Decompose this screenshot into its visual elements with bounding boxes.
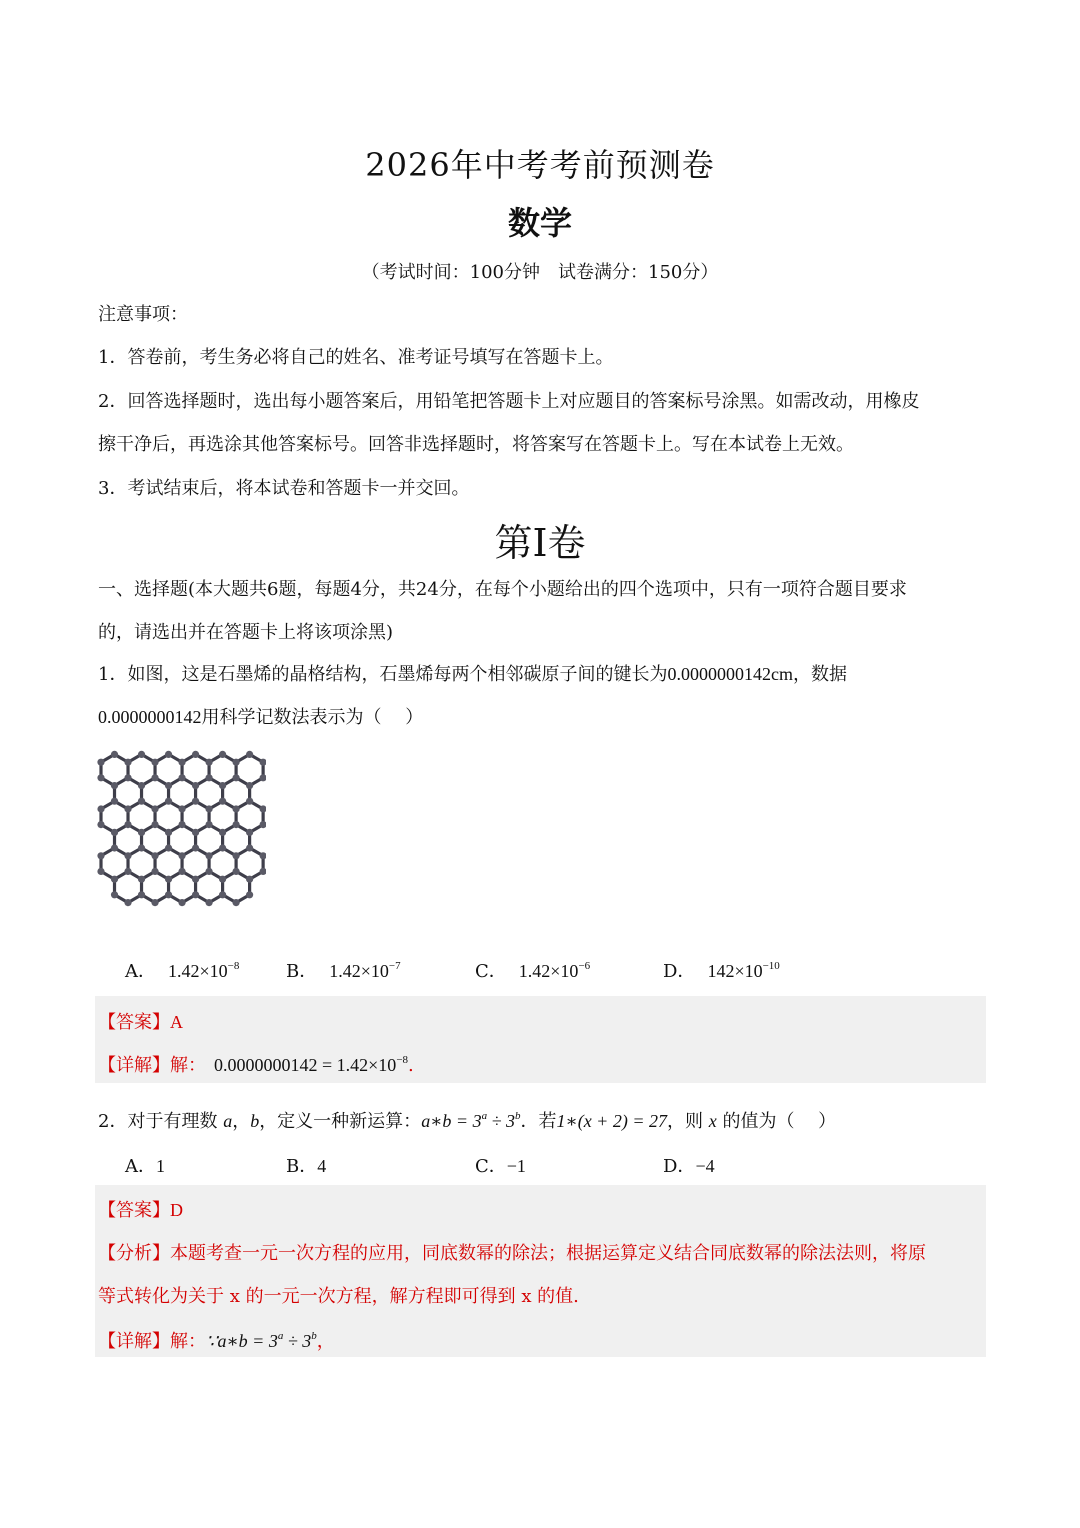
q2-stem-b: ，定义一种新运算： bbox=[259, 1111, 422, 1132]
q2-answer-value: D bbox=[170, 1200, 183, 1220]
carbon-atom bbox=[138, 891, 145, 898]
q1-option-c-value bbox=[519, 961, 590, 981]
carbon-atom bbox=[97, 805, 104, 812]
q1-stem-part2: ，数据 bbox=[792, 664, 847, 685]
carbon-atom bbox=[138, 782, 145, 789]
carbon-atom bbox=[205, 759, 212, 766]
q2-option-b-value: 4 bbox=[317, 1156, 327, 1176]
q2-detail-div: ÷ 3 bbox=[283, 1331, 312, 1351]
q1-detail-tag: 【详解】解： bbox=[98, 1055, 206, 1076]
q1-stem-line1 bbox=[98, 660, 847, 686]
q2-definition bbox=[421, 1111, 520, 1131]
q2-option-d bbox=[663, 1152, 715, 1178]
q1-option-b-exp: −7 bbox=[388, 960, 401, 972]
carbon-atom bbox=[97, 821, 104, 828]
q1-stem-value: 0.0000000142cm bbox=[667, 664, 793, 684]
carbon-atom bbox=[111, 751, 118, 758]
q2-condition: 1∗(x + 2) = 27 bbox=[556, 1111, 667, 1131]
q1-option-d bbox=[663, 957, 780, 983]
q2-detail-expr-text: ∵a∗b = 3 bbox=[206, 1331, 278, 1351]
carbon-atom bbox=[138, 751, 145, 758]
carbon-atom bbox=[165, 891, 172, 898]
carbon-atom bbox=[165, 751, 172, 758]
q1-stem-line2-text: 用科学记数法表示为（ ） bbox=[201, 707, 424, 728]
carbon-atom bbox=[192, 876, 199, 883]
carbon-atom bbox=[192, 891, 199, 898]
carbon-atom bbox=[205, 774, 212, 781]
q2-option-a bbox=[125, 1152, 165, 1178]
q2-option-a-value: 1 bbox=[156, 1156, 165, 1176]
carbon-atom bbox=[165, 829, 172, 836]
q1-option-d-letter: D． bbox=[663, 961, 696, 982]
q2-detail-exp-a: a bbox=[277, 1330, 284, 1342]
q2-option-c-value: −1 bbox=[506, 1156, 526, 1176]
carbon-atom bbox=[205, 805, 212, 812]
notice-item-3: 3．考试结束后，将本试卷和答题卡一并交回。 bbox=[98, 478, 470, 499]
carbon-atom bbox=[246, 829, 253, 836]
q1-option-c-exp: −6 bbox=[578, 960, 591, 972]
q1-detail bbox=[98, 1051, 414, 1077]
carbon-atom bbox=[151, 899, 158, 906]
q2-detail-expr bbox=[206, 1331, 317, 1351]
carbon-atom bbox=[219, 844, 226, 851]
carbon-atom bbox=[232, 852, 239, 859]
q1-answer bbox=[98, 1008, 183, 1034]
carbon-atom bbox=[151, 821, 158, 828]
q2-option-a-letter: A． bbox=[125, 1156, 156, 1177]
carbon-atom bbox=[97, 774, 104, 781]
q2-detail-tag: 【详解】解： bbox=[98, 1331, 206, 1352]
carbon-atom bbox=[138, 844, 145, 851]
carbon-atom bbox=[178, 899, 185, 906]
carbon-atom bbox=[192, 798, 199, 805]
q2-detail-end: ， bbox=[316, 1331, 335, 1352]
q2-option-b bbox=[286, 1152, 326, 1178]
carbon-atom bbox=[138, 829, 145, 836]
section-intro-line1: 一、选择题(本大题共6题，每题4分，共24分，在每个小题给出的四个选项中，只有一项符合题目要求 bbox=[98, 579, 907, 600]
q1-stem-line2 bbox=[98, 703, 423, 729]
carbon-atom bbox=[192, 751, 199, 758]
q2-var-a: a bbox=[223, 1111, 233, 1131]
carbon-atom bbox=[151, 774, 158, 781]
carbon-atom bbox=[232, 899, 239, 906]
q2-stem-e: 的值为（ ） bbox=[716, 1111, 837, 1132]
carbon-atom bbox=[246, 844, 253, 851]
carbon-atom bbox=[178, 759, 185, 766]
q1-option-a-exp: −8 bbox=[227, 960, 240, 972]
carbon-atom bbox=[205, 852, 212, 859]
carbon-atom bbox=[178, 868, 185, 875]
carbon-atom bbox=[219, 798, 226, 805]
carbon-atom bbox=[111, 876, 118, 883]
carbon-atom bbox=[219, 891, 226, 898]
q2-answer-tag: 【答案】 bbox=[98, 1200, 170, 1221]
q1-option-b bbox=[286, 957, 401, 983]
q1-option-c-base: 1.42×10 bbox=[518, 961, 579, 981]
q1-option-a-value bbox=[168, 961, 239, 981]
carbon-atom bbox=[246, 891, 253, 898]
q2-def-div: ÷ 3 bbox=[487, 1111, 515, 1131]
carbon-atom bbox=[138, 876, 145, 883]
carbon-atom bbox=[151, 868, 158, 875]
subject-title: 数学 bbox=[507, 204, 572, 242]
q1-detail-end: . bbox=[408, 1055, 414, 1076]
q2-stem-d: ，则 bbox=[666, 1111, 709, 1132]
carbon-atom bbox=[151, 852, 158, 859]
carbon-atom bbox=[111, 782, 118, 789]
carbon-atom bbox=[124, 774, 131, 781]
q1-option-d-base: 142×10 bbox=[707, 961, 763, 981]
q1-option-d-value bbox=[707, 961, 779, 981]
carbon-atom bbox=[124, 805, 131, 812]
notice-item-1: 1．答卷前，考生务必将自己的姓名、准考证号填写在答题卡上。 bbox=[98, 347, 614, 368]
q1-option-a-letter: A． bbox=[125, 961, 156, 982]
carbon-atom bbox=[232, 868, 239, 875]
carbon-atom bbox=[178, 852, 185, 859]
carbon-atom bbox=[205, 821, 212, 828]
carbon-atom bbox=[246, 751, 253, 758]
carbon-atom bbox=[178, 805, 185, 812]
carbon-atom bbox=[232, 759, 239, 766]
q2-option-c-letter: C． bbox=[475, 1156, 507, 1177]
q1-option-b-letter: B． bbox=[286, 961, 318, 982]
q2-stem-a: 2．对于有理数 bbox=[98, 1111, 224, 1132]
q2-option-d-letter: D． bbox=[663, 1156, 696, 1177]
carbon-atom bbox=[111, 891, 118, 898]
q1-answer-tag: 【答案】 bbox=[98, 1012, 170, 1033]
carbon-atom bbox=[205, 868, 212, 875]
q2-def-expr: a∗b = 3 bbox=[421, 1111, 482, 1131]
q2-var-b: b bbox=[250, 1111, 260, 1131]
q2-option-c bbox=[475, 1152, 526, 1178]
q1-detail-expr bbox=[214, 1055, 408, 1075]
carbon-atom bbox=[219, 782, 226, 789]
q1-answer-value: A bbox=[170, 1012, 183, 1032]
carbon-atom bbox=[111, 829, 118, 836]
q1-detail-exp: −8 bbox=[396, 1054, 409, 1066]
q2-analysis-tag: 【分析】 bbox=[98, 1243, 170, 1264]
q2-comma: ， bbox=[232, 1111, 251, 1132]
carbon-atom bbox=[178, 774, 185, 781]
q1-stem-line2-value: 0.0000000142 bbox=[98, 707, 202, 727]
q1-option-b-base: 1.42×10 bbox=[329, 961, 389, 981]
carbon-atom bbox=[124, 852, 131, 859]
carbon-atom bbox=[246, 782, 253, 789]
carbon-atom bbox=[165, 844, 172, 851]
carbon-atom bbox=[111, 798, 118, 805]
q1-detail-expr-text: 0.0000000142 = 1.42×10 bbox=[214, 1055, 397, 1075]
carbon-atom bbox=[151, 805, 158, 812]
carbon-atom bbox=[219, 876, 226, 883]
q1-stem-part1: 1．如图，这是石墨烯的晶格结构，石墨烯每两个相邻碳原子间的键长为 bbox=[98, 664, 668, 685]
carbon-atom bbox=[97, 852, 104, 859]
notice-heading: 注意事项： bbox=[98, 304, 188, 325]
q2-analysis-text1: 本题考查一元一次方程的应用，同底数幂的除法；根据运算定义结合同底数幂的除法法则，将原 bbox=[170, 1243, 926, 1264]
q1-option-b-value bbox=[329, 961, 400, 981]
section-title: 第I卷 bbox=[494, 521, 586, 565]
carbon-atom bbox=[232, 805, 239, 812]
q2-answer bbox=[98, 1196, 183, 1222]
carbon-atom bbox=[124, 759, 131, 766]
carbon-atom bbox=[205, 899, 212, 906]
carbon-atom bbox=[192, 829, 199, 836]
notice-item-2-cont: 擦干净后，再选涂其他答案标号。回答非选择题时，将答案写在答题卡上。写在本试卷上无效。 bbox=[98, 434, 854, 455]
q2-def-exp-b: b bbox=[514, 1110, 521, 1122]
carbon-atom bbox=[219, 751, 226, 758]
carbon-atom bbox=[111, 844, 118, 851]
q2-stem-c: ．若 bbox=[520, 1111, 557, 1132]
carbon-atom bbox=[124, 821, 131, 828]
exam-title: 2026年中考考前预测卷 bbox=[365, 146, 715, 184]
carbon-atom bbox=[165, 798, 172, 805]
carbon-atom bbox=[165, 782, 172, 789]
q2-def-exp-a: a bbox=[481, 1110, 488, 1122]
q2-detail bbox=[98, 1327, 335, 1353]
q2-analysis-line1 bbox=[98, 1239, 926, 1265]
carbon-atom bbox=[97, 759, 104, 766]
q2-var-x: x bbox=[708, 1111, 717, 1131]
q1-option-d-exp: −10 bbox=[762, 960, 780, 972]
carbon-atom bbox=[192, 782, 199, 789]
section-intro-line2: 的，请选出并在答题卡上将该项涂黑) bbox=[98, 622, 394, 643]
q1-option-c bbox=[475, 957, 590, 983]
carbon-atom bbox=[124, 868, 131, 875]
q2-option-b-letter: B． bbox=[286, 1156, 318, 1177]
q1-option-a bbox=[125, 957, 239, 983]
carbon-atom bbox=[178, 821, 185, 828]
carbon-atom bbox=[151, 759, 158, 766]
carbon-atom bbox=[232, 774, 239, 781]
carbon-atom bbox=[192, 844, 199, 851]
carbon-atom bbox=[97, 868, 104, 875]
carbon-atom bbox=[124, 899, 131, 906]
q1-option-a-base: 1.42×10 bbox=[168, 961, 228, 981]
carbon-atom bbox=[219, 829, 226, 836]
notice-item-2: 2．回答选择题时，选出每小题答案后，用铅笔把答题卡上对应题目的答案标号涂黑。如需改动，用橡皮 bbox=[98, 391, 920, 412]
q2-analysis-line2: 等式转化为关于 x 的一元一次方程，解方程即可得到 x 的值. bbox=[98, 1286, 579, 1307]
q2-option-d-value: −4 bbox=[695, 1156, 715, 1176]
carbon-atom bbox=[232, 821, 239, 828]
carbon-atom bbox=[165, 876, 172, 883]
carbon-atom bbox=[246, 798, 253, 805]
carbon-atom bbox=[246, 876, 253, 883]
exam-info: （考试时间：100分钟 试卷满分：150分） bbox=[361, 262, 719, 283]
graphene-lattice-figure bbox=[96, 750, 266, 928]
q2-stem bbox=[98, 1107, 836, 1133]
q1-option-c-letter: C． bbox=[475, 961, 507, 982]
carbon-atom bbox=[138, 798, 145, 805]
q2-detail-exp-b: b bbox=[311, 1330, 317, 1342]
